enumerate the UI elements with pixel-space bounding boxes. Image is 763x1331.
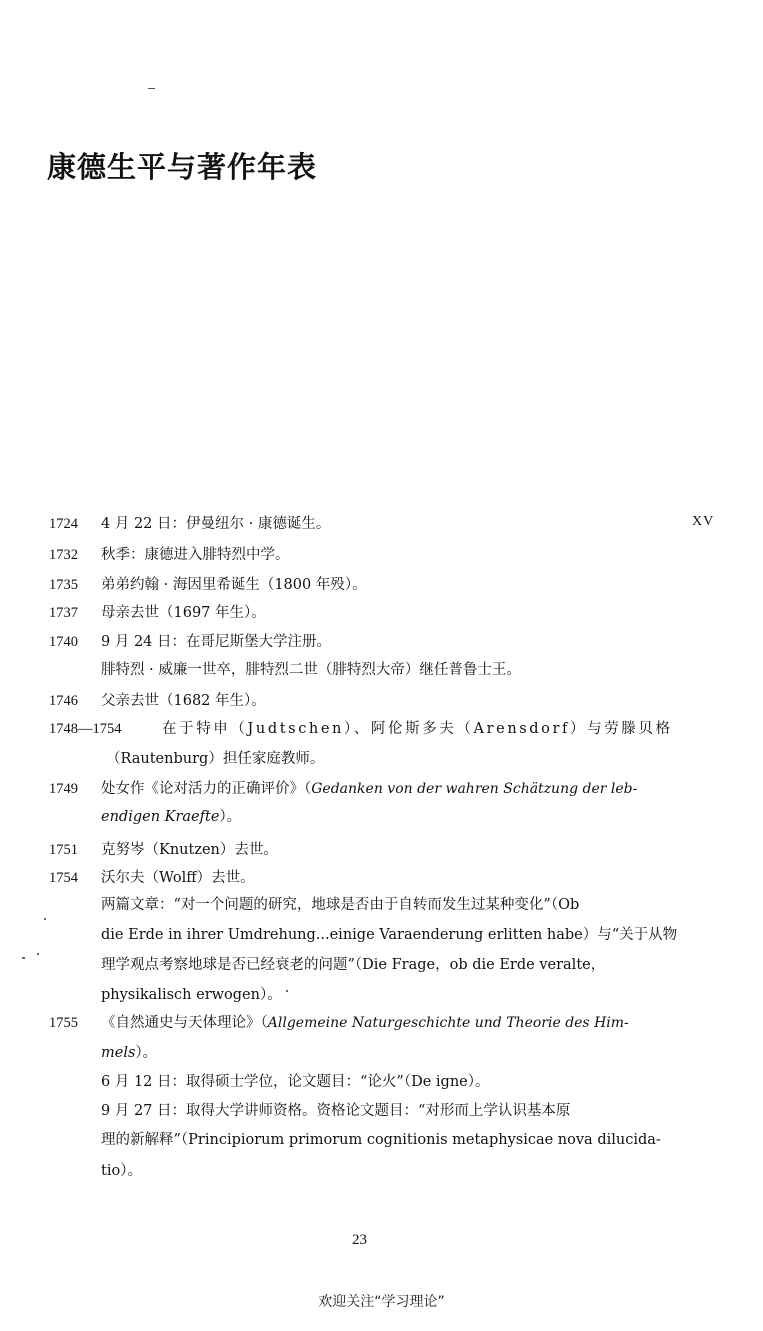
entry-1754-line: 两篇文章：“对一个问题的研究，地球是否由于自转而发生过某种变化”（Ob — [101, 897, 580, 913]
entry-text-cn: ）。 — [135, 1045, 158, 1061]
scan-speck — [44, 918, 46, 920]
side-roman-numeral: XV — [692, 514, 715, 529]
entry-text: 9 月 24 日：在哥尼斯堡大学注册。 — [101, 634, 332, 650]
entry-text-title: mels — [101, 1045, 136, 1061]
entry-year: 1724 — [49, 516, 78, 532]
entry-1754-line: physikalisch erwogen）。 — [101, 987, 282, 1003]
page-title: 康德生平与著作年表 — [47, 150, 318, 184]
entry-year: 1732 — [49, 547, 78, 563]
entry-text: 秋季：康德进入腓特烈中学。 — [101, 547, 290, 563]
entry-1740-continuation: 腓特烈 · 威廉一世卒，腓特烈二世（腓特烈大帝）继任普鲁士王。 — [101, 662, 521, 678]
entry-text-title: Allgemeine Naturgeschichte und Theorie des Him- — [267, 1015, 629, 1031]
entry-1749-continuation — [101, 807, 241, 827]
entry-1755-line: 理的新解释”（Principiorum primorum cognitionis metaphysicae nova dilucida- — [101, 1132, 661, 1148]
entry-text: 4 月 22 日：伊曼纽尔 · 康德诞生。 — [101, 516, 331, 532]
entry-1755-line: 6 月 12 日：取得硕士学位，论文题目：“论火”（De igne）。 — [101, 1074, 490, 1090]
entry-text: 克努岑（Knutzen）去世。 — [101, 842, 278, 858]
entry-year: 1740 — [49, 634, 78, 650]
entry-1748-continuation: （Rautenburg）担任家庭教师。 — [106, 751, 325, 767]
entry-1755-line: tio）。 — [101, 1163, 142, 1179]
footer-note: 欢迎关注“学习理论” — [318, 1294, 445, 1310]
entry-1754-line: die Erde in ihrer Umdrehung...einige Varaenderung erlitten habe）与“关于从物 — [101, 927, 678, 943]
entry-1755-line: 9 月 27 日：取得大学讲师资格。资格论文题目：“对形而上学认识基本原 — [101, 1103, 571, 1119]
entry-year: 1746 — [49, 693, 78, 709]
entry-year: 1737 — [49, 605, 78, 621]
entry-text-title: Gedanken von der wahren Schätzung der leb- — [311, 781, 638, 797]
scan-speck — [22, 957, 25, 959]
entry-text: 母亲去世（1697 年生）。 — [101, 605, 266, 621]
entry-text — [101, 1013, 629, 1033]
entry-text — [101, 779, 637, 799]
entry-text-cn: 《自然通史与天体理论》（ — [101, 1015, 268, 1031]
entry-year: 1735 — [49, 577, 78, 593]
entry-text-title: endigen Kraefte — [101, 809, 220, 825]
entry-1755-continuation — [101, 1043, 157, 1063]
entry-text: 弟弟约翰 · 海因里希诞生（1800 年殁）。 — [101, 577, 367, 593]
scan-speck — [286, 990, 288, 992]
entry-text-cn: ）。 — [219, 809, 242, 825]
entry-text: 沃尔夫（Wolff）去世。 — [101, 870, 255, 886]
page-number: 23 — [352, 1232, 367, 1248]
entry-year: 1748—1754 — [49, 721, 122, 737]
entry-text-cn: 处女作《论对活力的正确评价》（ — [101, 781, 312, 797]
entry-year: 1755 — [49, 1015, 78, 1031]
entry-year: 1754 — [49, 870, 78, 886]
entry-text: 在于特申（Judtschen）、阿伦斯多夫（Arensdorf）与劳滕贝格 — [162, 721, 673, 737]
entry-1754-line: 理学观点考察地球是否已经衰老的问题”（Die Frage，ob die Erde veralte， — [101, 957, 606, 973]
scan-mark — [148, 88, 155, 89]
entry-year: 1751 — [49, 842, 78, 858]
entry-year: 1749 — [49, 781, 78, 797]
scan-speck — [37, 953, 39, 955]
entry-text: 父亲去世（1682 年生）。 — [101, 693, 266, 709]
